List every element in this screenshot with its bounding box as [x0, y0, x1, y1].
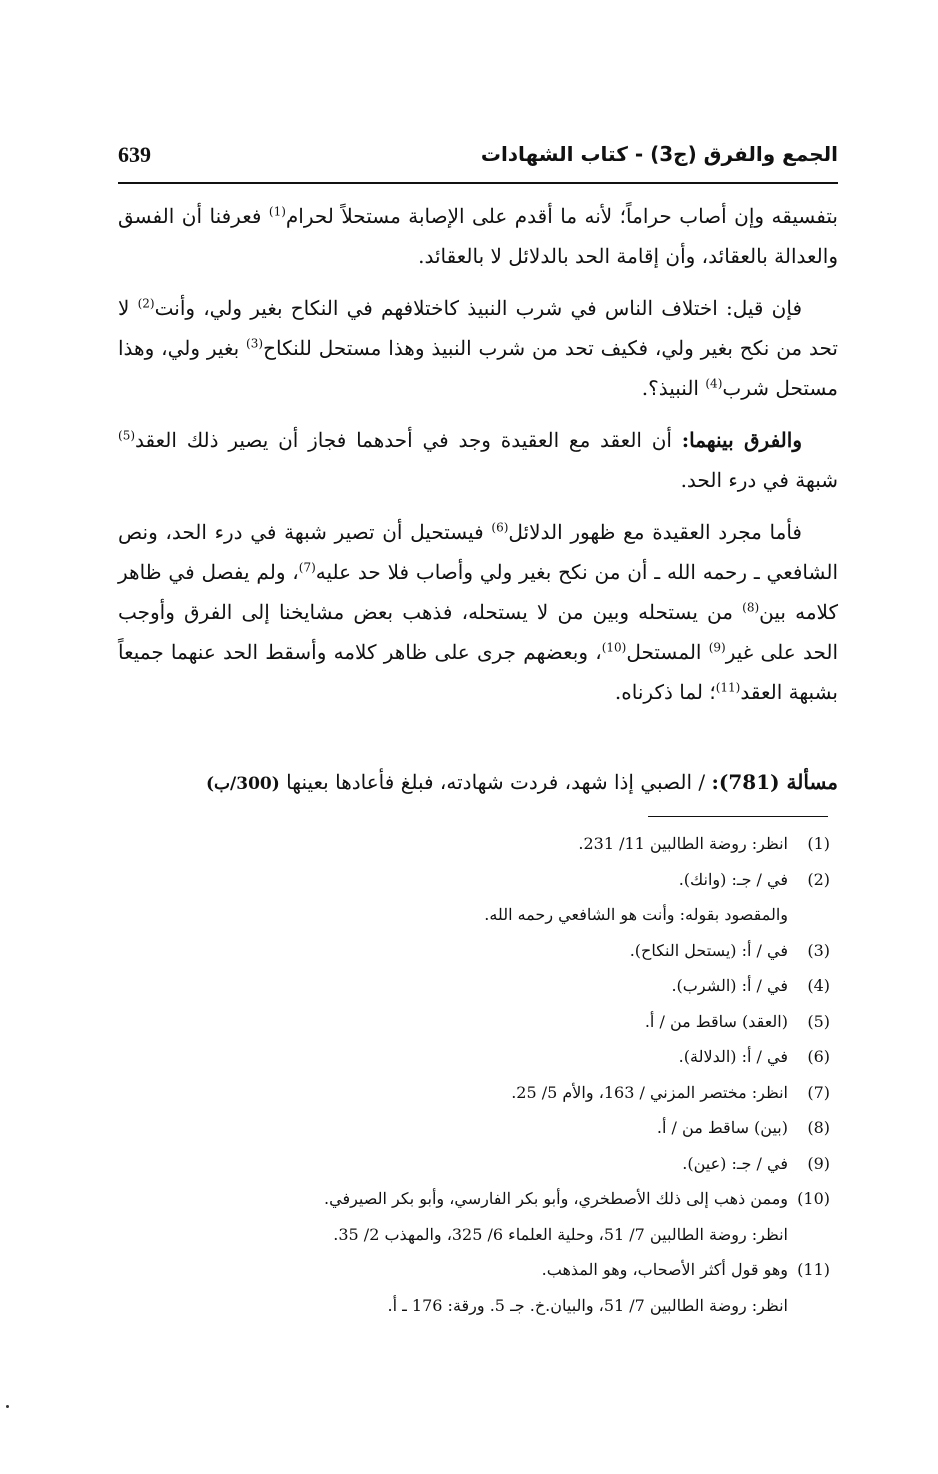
footnote-item: (1) انظر: روضة الطالبين 11/ 231.: [578, 834, 830, 853]
footnote-ref-5: (5): [118, 428, 136, 443]
issue-number: مسألة (781):: [711, 770, 838, 794]
folio-marker: (300/ب): [205, 774, 280, 794]
paragraph-1: بتفسيقه وإن أصاب حراماً؛ لأنه ما أقدم على الإصابة مستحلاً لحرام$^{(1)}$ فعرفنا أن الفسق والعدالة بالعقائد، وأن إقامة الحد بالدلائل لا بالعقائد.: [118, 204, 838, 268]
paragraph-3: والفرق بينهما: أن العقد مع العقيدة وجد في أحدهما فجاز أن يصير ذلك العقد$^{(5)}$ شبهة في درء الحد.: [118, 428, 838, 492]
issue-heading: [20, 762, 838, 804]
footnote-ref-1: (1): [268, 204, 286, 219]
footnote-ref-10: (10): [601, 640, 627, 655]
scan-speck: [6, 1405, 9, 1408]
footnote-item: (8) (بين) ساقط من / أ.: [656, 1118, 830, 1137]
footnote-ref-7: (7): [298, 560, 316, 575]
page-number: 639: [118, 142, 151, 167]
footnote-item: (2) في / جـ: (وانك). والمقصود بقوله: وأنت هو الشافعي رحمه الله.: [484, 869, 830, 924]
footnote-item: (7) انظر: مختصر المزني / 163، والأم 5/ 25.: [511, 1082, 830, 1102]
footnote-ref-4: (4): [705, 376, 723, 391]
footnotes: [118, 826, 830, 1323]
footnote-item: (11) وهو قول أكثر الأصحاب، وهو المذهب. انظر: روضة الطالبين 7/ 51، والبيان.خ. جـ 5. ورقة: 176 ـ أ.: [387, 1260, 830, 1315]
footnote-ref-9: (9): [708, 640, 726, 655]
header-rule: [118, 182, 838, 184]
footnote-ref-6: (6): [491, 520, 509, 535]
main-text: [118, 196, 838, 724]
footnote-ref-8: (8): [742, 600, 760, 615]
header-title: الجمع والفرق (ج3) - كتاب الشهادات: [480, 142, 838, 166]
footnote-ref-11: (11): [715, 680, 741, 695]
footnote-ref-3: (3): [246, 336, 264, 351]
running-header: [118, 142, 838, 176]
issue-text: / الصبي إذا شهد، فردت شهادته، فبلغ فأعادها بعينها: [279, 770, 712, 794]
footnote-item: (9) في / جـ: (عين).: [682, 1153, 830, 1173]
paragraph-2: فإن قيل: اختلاف الناس في شرب النبيذ كاختلافهم في النكاح بغير ولي، وأنت$^{(2)}$ لا تحد من نكح بغير ولي، فكيف تحد من شرب النبيذ وهذا مستحل للنكاح$^{(3)}$ بغير ولي، وهذا مستحل شرب$^{(4)}$ النبيذ؟.: [118, 296, 838, 400]
paragraph-4: فأما مجرد العقيدة مع ظهور الدلائل$^{(6)}$ فيستحيل أن تصير شبهة في درء الحد، ونص الشافعي ـ رحمه الله ـ أن من نكح بغير ولي وأصاب فلا حد عليه$^{(7)}$، ولم يفصل في ظاهر كلامه بين$^{(8)}$ من يستحله وبين من لا يستحله، فذهب بعض مشايخنا إلى الفرق وأوجب الحد على غير$^{(9)}$ المستحل$^{(10)}$، وبعضهم جرى على ظاهر كلامه وأسقط الحد عنهما جميعاً بشبهة العقد$^{(11)}$؛ لما ذكرناه.: [118, 520, 839, 704]
footnote-item: (10) وممن ذهب إلى ذلك الأصطخري، وأبو بكر الفارسي، وأبو بكر الصيرفي. انظر: روضة الطالبين 7/ 51، وحلية العلماء 6/ 325، والمهذب 2/ 35.: [324, 1189, 830, 1244]
footnote-item: (4) في / أ: (الشرب).: [671, 976, 830, 995]
footnote-item: (6) في / أ: (الدلالة).: [678, 1047, 830, 1066]
footnote-rule: [648, 816, 828, 817]
footnote-ref-2: (2): [137, 296, 155, 311]
footnote-item: (3) في / أ: (يستحل النكاح).: [629, 940, 830, 960]
footnote-item: (5) (العقد) ساقط من / أ.: [644, 1011, 830, 1031]
paragraph-lead: والفرق بينهما:: [681, 428, 802, 452]
